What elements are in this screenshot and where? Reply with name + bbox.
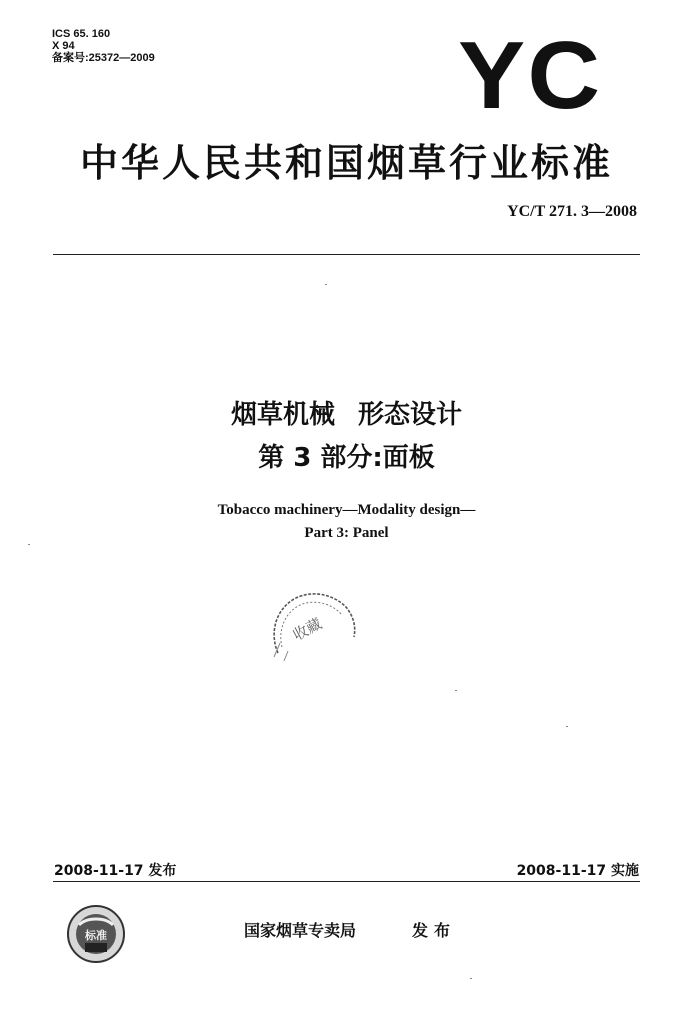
standard-title: 中华人民共和国烟草行业标准	[79, 141, 613, 185]
issuer-action: 发布	[412, 921, 457, 940]
document-title-cn-line2: 第 3 部分:面板	[258, 443, 435, 473]
metadata-block	[52, 28, 155, 64]
standard-number: YC/T 271. 3—2008	[507, 203, 637, 220]
scan-speck	[455, 690, 457, 691]
document-title-cn-line1: 烟草机械 形态设计	[230, 400, 463, 430]
document-title-en-line1: Tobacco machinery—Modality design—	[217, 502, 476, 518]
classification-code: X 94	[52, 40, 75, 52]
publisher-seal	[65, 903, 127, 965]
ics-code: ICS 65. 160	[52, 28, 111, 40]
top-divider	[53, 254, 640, 255]
scan-speck	[28, 544, 30, 545]
implementation-date: 2008-11-17 实施	[516, 863, 639, 879]
scan-speck	[566, 726, 568, 727]
scan-speck	[470, 978, 472, 979]
seal-text: 标准	[85, 929, 107, 942]
issuer: 国家烟草专卖局	[244, 921, 357, 940]
bottom-divider	[53, 881, 640, 882]
release-date: 2008-11-17 发布	[54, 863, 177, 879]
yc-logo: YC	[458, 22, 603, 129]
stamp-text: 收藏	[289, 614, 325, 645]
collection-stamp	[266, 585, 360, 665]
document-title-en-line2: Part 3: Panel	[304, 525, 389, 541]
scan-speck	[325, 284, 327, 285]
filing-number: 备案号:25372—2009	[52, 52, 155, 64]
